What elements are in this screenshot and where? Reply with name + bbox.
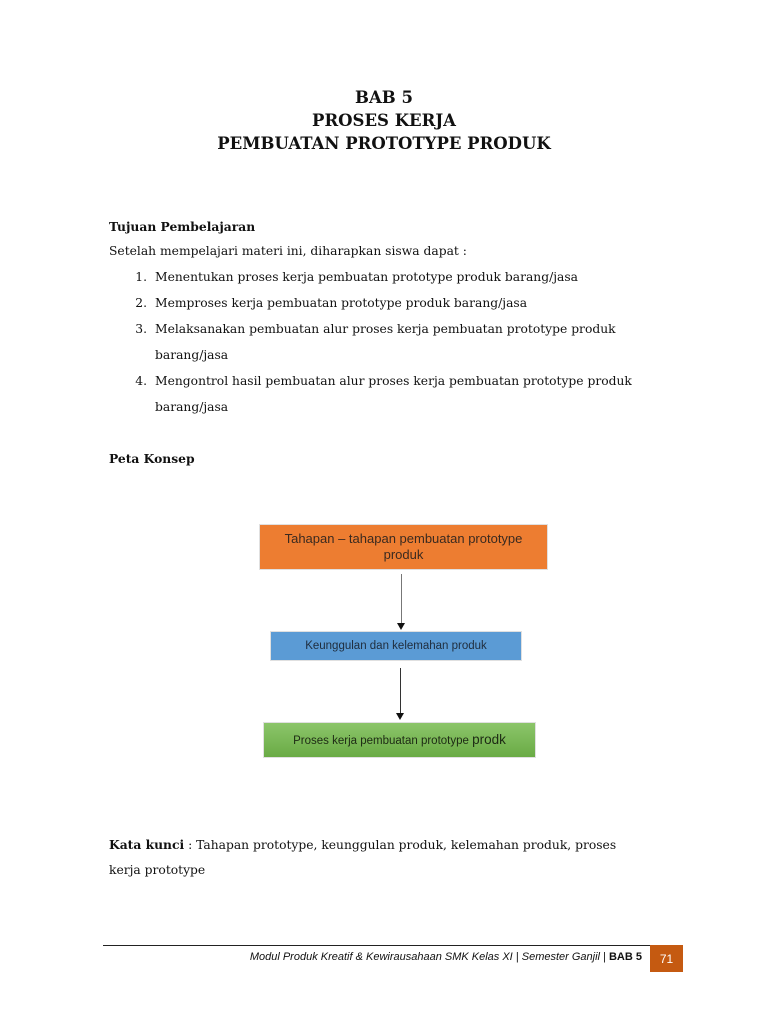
concept-box-stages-line1: Tahapan – tahapan pembuatan prototype [284,531,523,546]
list-item-continuation: barang/jasa [155,400,229,414]
keywords-label: Kata kunci [109,837,185,852]
footer-semester: Semester Ganjil [521,951,600,963]
chapter-title-line2: PEMBUATAN PROTOTYPE PRODUK [217,134,551,153]
page-number: 71 [650,945,683,972]
list-item: Melaksanakan pembuatan alur proses kerja pembuatan prototype produk [155,322,616,336]
concept-box-work-process [263,722,536,758]
concept-box-strengths-weaknesses: Keunggulan dan kelemahan produk [270,631,522,661]
list-item: Mengontrol hasil pembuatan alur proses kerja pembuatan prototype produk [155,374,632,388]
concept-map-heading: Peta Konsep [109,451,195,466]
keywords-text: : Tahapan prototype, keunggulan produk, kelemahan produk, proses [184,838,617,852]
chapter-title-line1: PROSES KERJA [312,111,456,130]
list-number: 3. [135,322,147,336]
concept-box-work-process-text: Proses kerja pembuatan prototype [293,735,473,747]
keywords-line2: kerja prototype [109,863,206,877]
list-number: 2. [135,296,147,310]
arrow-down-icon [400,668,401,714]
chapter-number: BAB 5 [355,88,413,107]
footer-divider [103,945,683,946]
list-item: Menentukan proses kerja pembuatan prototype produk barang/jasa [155,270,578,284]
keywords-line1 [109,837,616,852]
objectives-intro: Setelah mempelajari materi ini, diharapkan siswa dapat : [109,244,467,258]
concept-box-work-process-last: prodk [472,732,506,747]
list-item: Memproses kerja pembuatan prototype produk barang/jasa [155,296,528,310]
footer-text: Modul Produk Kreatif & Kewirausahaan SMK Kelas XI | Semester Ganjil | BAB 5 [249,951,642,963]
arrow-down-icon [401,574,402,624]
concept-box-stages [259,524,548,570]
footer-module: Modul Produk Kreatif & Kewirausahaan SMK Kelas XI [249,951,513,963]
list-item-continuation: barang/jasa [155,348,229,362]
objectives-heading: Tujuan Pembelajaran [109,219,256,234]
list-number: 4. [135,374,147,388]
list-number: 1. [135,270,147,284]
footer-chapter: BAB 5 [608,951,642,963]
concept-box-stages-line2: produk [383,547,424,562]
